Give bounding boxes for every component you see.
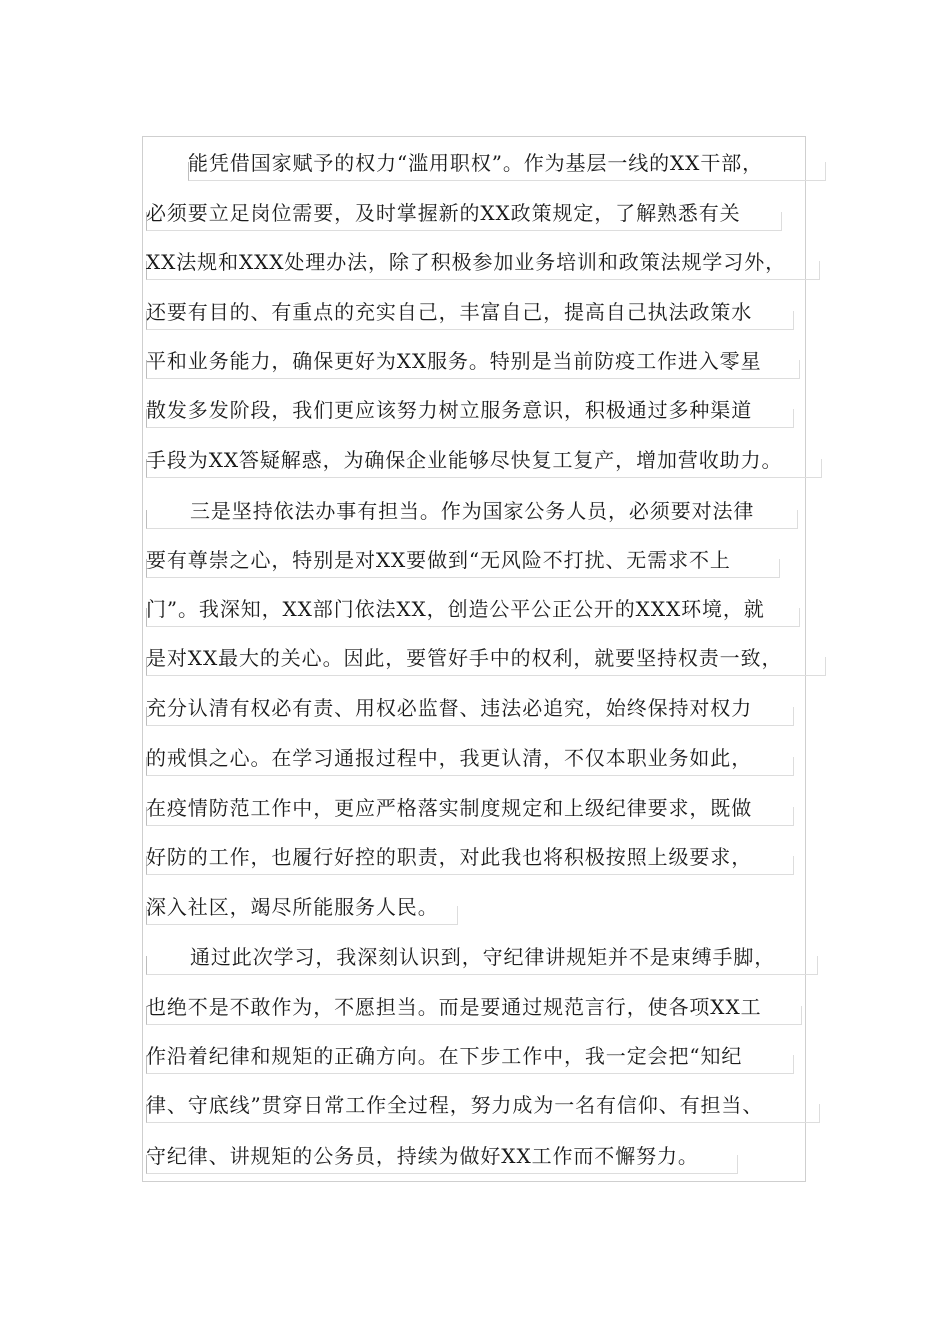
text-line: 要有尊崇之心，特别是对XX要做到“无风险不打扰、无需求不上 — [146, 545, 780, 575]
text-line: 律、守底线”贯穿日常工作全过程，努力成为一名有信仰、有担当、 — [146, 1090, 820, 1120]
text-line: 必须要立足岗位需要，及时掌握新的XX政策规定，了解熟悉有关 — [146, 198, 782, 228]
text-line: 在疫情防范工作中，更应严格落实制度规定和上级纪律要求，既做 — [146, 793, 794, 823]
text-line: 的戒惧之心。在学习通报过程中，我更认清，不仅本职业务如此， — [146, 743, 794, 773]
text-line: 守纪律、讲规矩的公务员，持续为做好XX工作而不懈努力。 — [146, 1141, 738, 1171]
text-line: 散发多发阶段，我们更应该努力树立服务意识，积极通过多种渠道 — [146, 395, 794, 425]
text-line: 也绝不是不敢作为，不愿担当。而是要通过规范言行，使各项XX工 — [146, 992, 802, 1022]
text-line: 门”。我深知，XX部门依法XX，创造公平公正公开的XXX环境，就 — [146, 594, 800, 624]
text-line: 通过此次学习，我深刻认识到，守纪律讲规矩并不是束缚手脚， — [146, 942, 818, 972]
text-line: XX法规和XXX处理办法，除了积极参加业务培训和政策法规学习外， — [146, 247, 820, 277]
text-line: 能凭借国家赋予的权力“滥用职权”。作为基层一线的XX干部， — [188, 148, 826, 178]
text-line: 还要有目的、有重点的充实自己，丰富自己，提高自己执法政策水 — [146, 297, 794, 327]
text-line: 好防的工作，也履行好控的职责，对此我也将积极按照上级要求， — [146, 842, 794, 872]
text-line: 深入社区，竭尽所能服务人民。 — [146, 892, 458, 922]
text-line: 平和业务能力，确保更好为XX服务。特别是当前防疫工作进入零星 — [146, 346, 800, 376]
text-line: 作沿着纪律和规矩的正确方向。在下步工作中，我一定会把“知纪 — [146, 1041, 794, 1071]
text-line: 是对XX最大的关心。因此，要管好手中的权利，就要坚持权责一致， — [146, 643, 826, 673]
text-line: 手段为XX答疑解惑，为确保企业能够尽快复工复产，增加营收助力。 — [146, 445, 822, 475]
text-line: 充分认清有权必有责、用权必监督、违法必追究，始终保持对权力 — [146, 693, 794, 723]
text-line: 三是坚持依法办事有担当。作为国家公务人员，必须要对法律 — [146, 496, 798, 526]
